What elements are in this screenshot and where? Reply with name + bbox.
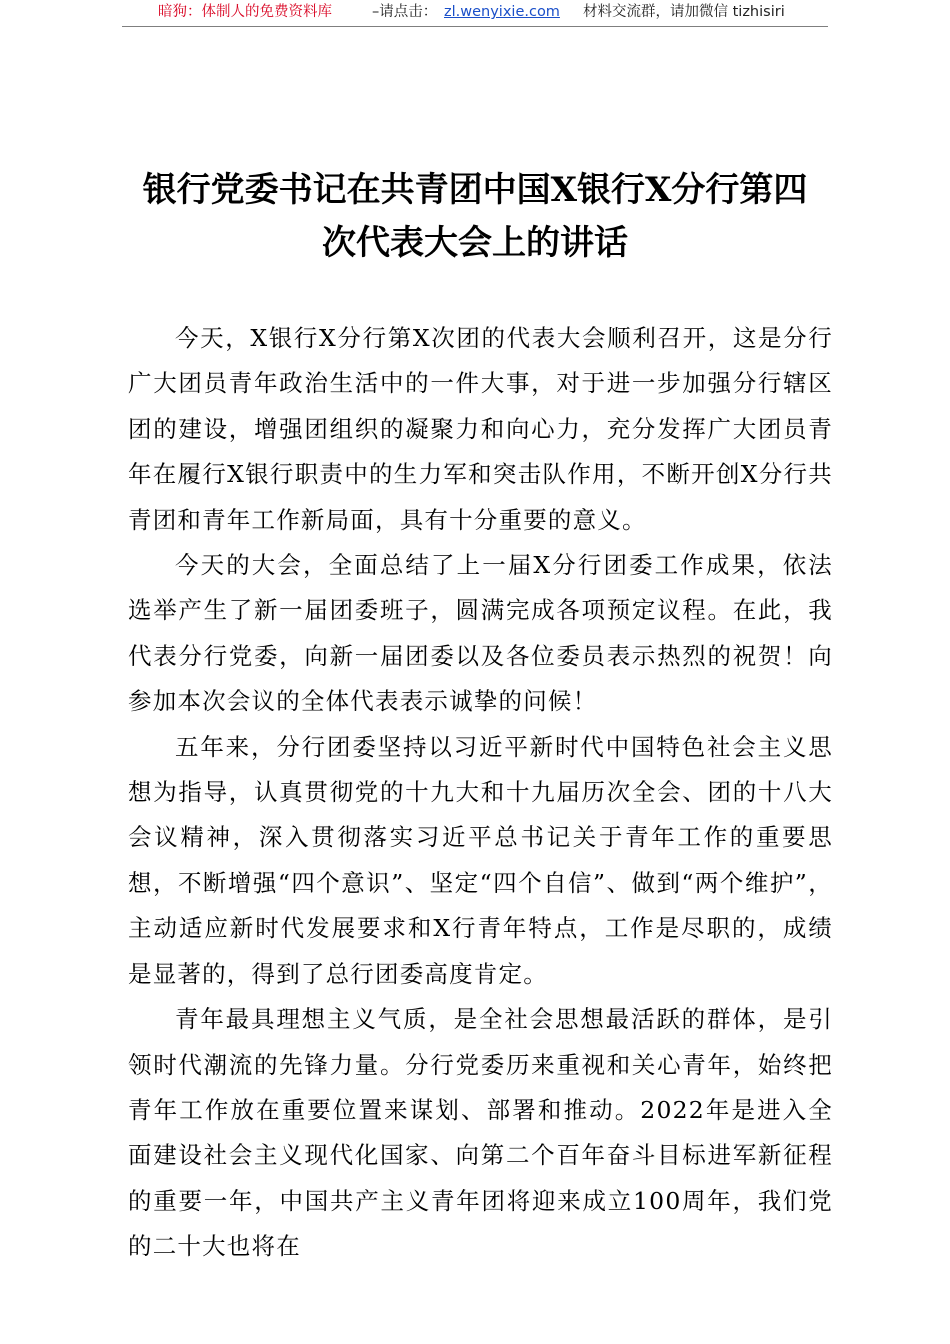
title-line-1: 银行党委书记在共青团中国X银行X分行第四 [142,170,808,210]
paragraph-1: 今天，X银行X分行第X次团的代表大会顺利召开，这是分行广大团员青年政治生活中的一件大事，对于进一步加强分行辖区团的建设，增强团组织的凝聚力和向心力，充分发挥广大团员青年在履行X银行职责中的生力军和突击队作用，不断开创X分行共青团和青年工作新局面，具有十分重要的意义。 [128,324,833,534]
page-header [122,0,828,27]
paragraph-2: 今天的大会，全面总结了上一届X分行团委工作成果，依法选举产生了新一届团委班子，圆满完成各项预定议程。在此，我代表分行党委，向新一届团委以及各位委员表示热烈的祝贺！向参加本次会议的全体代表表示诚挚的问候！ [128,551,833,716]
paragraph-3: 五年来，分行团委坚持以习近平新时代中国特色社会主义思想为指导，认真贯彻党的十九大和十九届历次全会、团的十八大会议精神，深入贯彻落实习近平总书记关于青年工作的重要思想，不断增强“四个意识”、坚定“四个自信”、做到“两个维护”，主动适应新时代发展要求和X行青年特点，工作是尽职的，成绩是显著的，得到了总行团委高度肯定。 [128,732,833,988]
document-body [128,316,833,1270]
paragraph-4: 青年最具理想主义气质，是全社会思想最活跃的群体，是引领时代潮流的先锋力量。分行党委历来重视和关心青年，始终把青年工作放在重要位置来谋划、部署和推动。2022年是进入全面建设社会主义现代化国家、向第二个百年奋斗目标进军新征程的重要一年，中国共产主义青年团将迎来成立100周年，我们党的二十大也将在 [128,1005,833,1261]
header-contact: 材料交流群，请加微信 tizhisiri [583,4,785,20]
header-link[interactable]: zl.wenyixie.com [444,4,560,20]
header-brand: 暗狗：体制人的免费资料库 [158,4,332,20]
title-line-2: 次代表大会上的讲话 [322,223,628,263]
document-title [120,164,830,270]
header-prompt: –请点击： [372,4,438,20]
